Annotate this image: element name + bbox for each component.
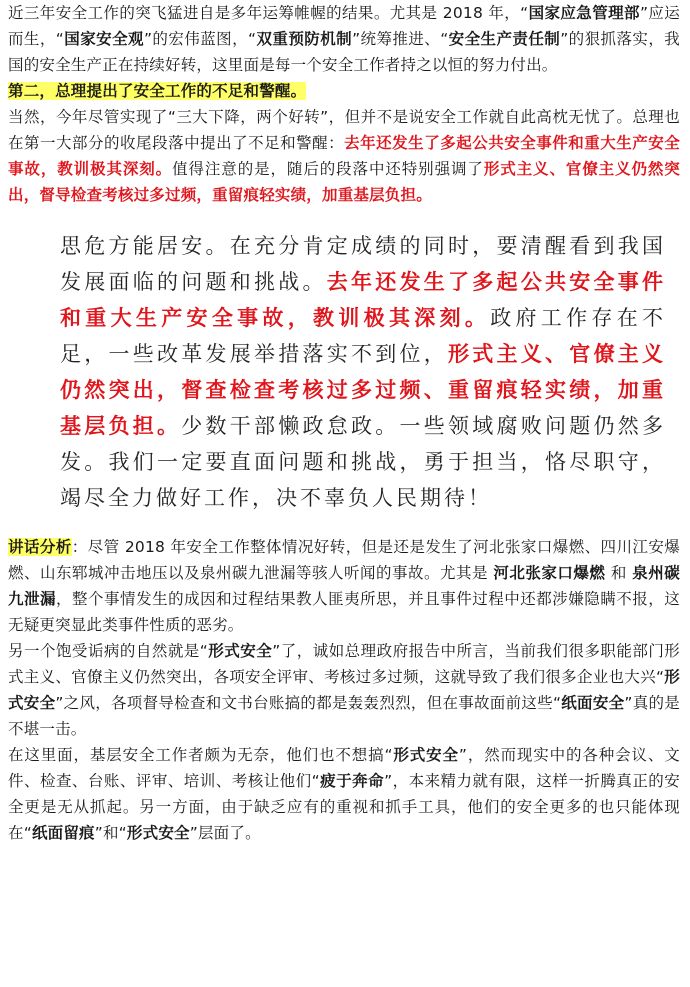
- bold-term: 形式安全: [126, 824, 190, 842]
- analysis-label: 讲话分析: [8, 538, 72, 556]
- bold-term: 纸面安全: [561, 694, 625, 712]
- section-heading: [8, 78, 680, 104]
- bold-term: 形式安全: [8, 668, 681, 712]
- paragraph-shortcomings: 当然，今年尽管实现了“三大下降，两个好转”，但并不是说安全工作就自此高枕无忧了。总理也在第一大部分的收尾段落中提出了不足和警醒：去年还发生了多起公共安全事件和重大生产安全事故，教训极其深刻。值得注意的是，随后的段落中还特别强调了形式主义、官僚主义仍然突出，督导检查考核过多过频，重留痕轻实绩，加重基层负担。: [8, 108, 681, 204]
- bold-term: 形式安全: [208, 642, 273, 660]
- red-emphasis: 形式主义、官僚主义仍然突出，督查检查考核过多过频、重留痕轻实绩，加重基层负担。: [60, 341, 666, 438]
- red-emphasis: 去年还发生了多起公共安全事件和重大生产安全事故，教训极其深刻。: [8, 134, 681, 178]
- paragraph-grassroots: 在这里面，基层安全工作者颇为无奈，他们也不想搞“形式安全”，然而现实中的各种会议、文件、检查、台账、评审、培训、考核让他们“疲于奔命”，本来精力就有限，这样一折腾真正的安全更是无从抓起。另一方面，由于缺乏应有的重视和抓手工具，他们的安全更多的也只能体现在“纸面留痕”和“形式安全”层面了。: [8, 746, 680, 842]
- highlighted-heading: 第二，总理提出了安全工作的不足和警醒。: [8, 82, 307, 100]
- bold-term: 国家应急管理部: [528, 4, 640, 22]
- report-quote: 思危方能居安。在充分肯定成绩的同时，要清醒看到我国发展面临的问题和挑战。去年还发生了多起公共安全事件和重大生产安全事故，教训极其深刻。政府工作存在不足，一些改革发展举措落实不到位，形式主义、官僚主义仍然突出，督查检查考核过多过频、重留痕轻实绩，加重基层负担。少数干部懒政怠政。一些领域腐败问题仍然多发。我们一定要直面问题和挑战，勇于担当，恪尽职守，竭尽全力做好工作，决不辜负人民期待！: [60, 234, 667, 510]
- red-emphasis: 形式主义、官僚主义仍然突出，督导检查考核过多过频，重留痕轻实绩，加重基层负担。: [8, 160, 680, 204]
- red-emphasis: 去年还发生了多起公共安全事件和重大生产安全事故，教训极其深刻。: [60, 269, 666, 330]
- bold-term: 河北张家口爆燃: [493, 564, 606, 582]
- paragraph-achievements: 近三年安全工作的突飞猛进自是多年运筹帷幄的结果。尤其是 2018 年，“国家应急管理部”应运而生，“国家安全观”的宏伟蓝图，“双重预防机制”统筹推进、“安全生产责任制”的狠抓落实，我国的安全生产正在持续好转，这里面是每一个安全工作者持之以恒的努力付出。: [8, 4, 680, 74]
- bold-term: 纸面留痕: [31, 824, 95, 842]
- bold-term: 泉州碳九泄漏: [8, 564, 680, 608]
- bold-term: 双重预防机制: [256, 30, 353, 48]
- bold-term: 形式安全: [392, 746, 459, 764]
- bold-term: 安全生产责任制: [448, 30, 561, 48]
- bold-term: 疲于奔命: [319, 772, 385, 790]
- bold-term: 国家安全观: [64, 30, 144, 48]
- paragraph-analysis: 讲话分析：尽管 2018 年安全工作整体情况好转，但是还是发生了河北张家口爆燃、四川江安爆燃、山东郓城冲击地压以及泉州碳九泄漏等骇人听闻的事故。尤其是 河北张家口爆燃 和 泉州碳九泄漏，整个事情发生的成因和过程结果教人匪夷所思，并且事件过程中还都涉嫌隐瞒不报，这无疑更突显此类事件性质的恶劣。: [8, 538, 680, 634]
- paragraph-formal-safety: 另一个饱受诟病的自然就是“形式安全”了，诚如总理政府报告中所言，当前我们很多职能部门形式主义、官僚主义仍然突出，各项安全评审、考核过多过频，这就导致了我们很多企业也大兴“形式安全”之风，各项督导检查和文书台账搞的都是轰轰烈烈，但在事故面前这些“纸面安全”真的是不堪一击。: [8, 642, 681, 738]
